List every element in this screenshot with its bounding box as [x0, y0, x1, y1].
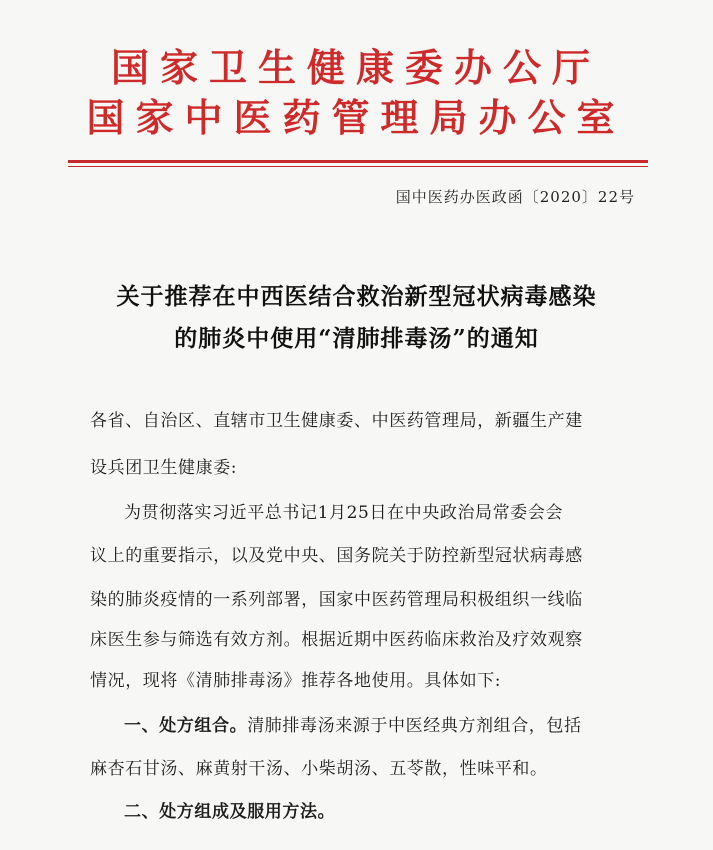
- addressee-line-1: 各省、自治区、直辖市卫生健康委、中医药管理局，新疆生产建: [90, 411, 583, 431]
- section-1-heading: 一、处方组合。: [124, 716, 248, 736]
- notice-title-line-1: 关于推荐在中西医结合救治新型冠状病毒感染: [116, 283, 597, 310]
- section-1-line-2: 麻杏石甘汤、麻黄射干汤、小柴胡汤、五苓散，性味平和。: [90, 759, 548, 779]
- addressee-line-2: 设兵团卫生健康委:: [90, 458, 238, 478]
- body-line: 议上的重要指示，以及党中央、国务院关于防控新型冠状病毒感: [90, 546, 583, 566]
- document-number: 国中医药办医政函〔2020〕22号: [395, 188, 635, 206]
- body-line: 为贯彻落实习近平总书记1月25日在中央政治局常委会会: [124, 503, 564, 523]
- body-line: 情况，现将《清肺排毒汤》推荐各地使用。具体如下:: [90, 671, 502, 691]
- body-line: 染的肺炎疫情的一系列部署，国家中医药管理局积极组织一线临: [90, 590, 583, 610]
- notice-title-line-2: 的肺炎中使用“清肺排毒汤”的通知: [174, 325, 539, 352]
- red-divider-thin: [68, 166, 648, 167]
- red-divider: [68, 160, 648, 163]
- section-1-text: 清肺排毒汤来源于中医经典方剂组合，包括: [247, 716, 582, 736]
- section-1-line: [124, 711, 674, 736]
- issuer-line-2: 国家中医药管理局办公室: [86, 95, 626, 140]
- body-line: 床医生参与筛选有效方剂。根据近期中医药临床救治及疗效观察: [90, 630, 583, 650]
- issuer-line-1: 国家卫生健康委办公厅: [110, 45, 601, 90]
- section-2-heading: 二、处方组成及服用方法。: [124, 802, 336, 822]
